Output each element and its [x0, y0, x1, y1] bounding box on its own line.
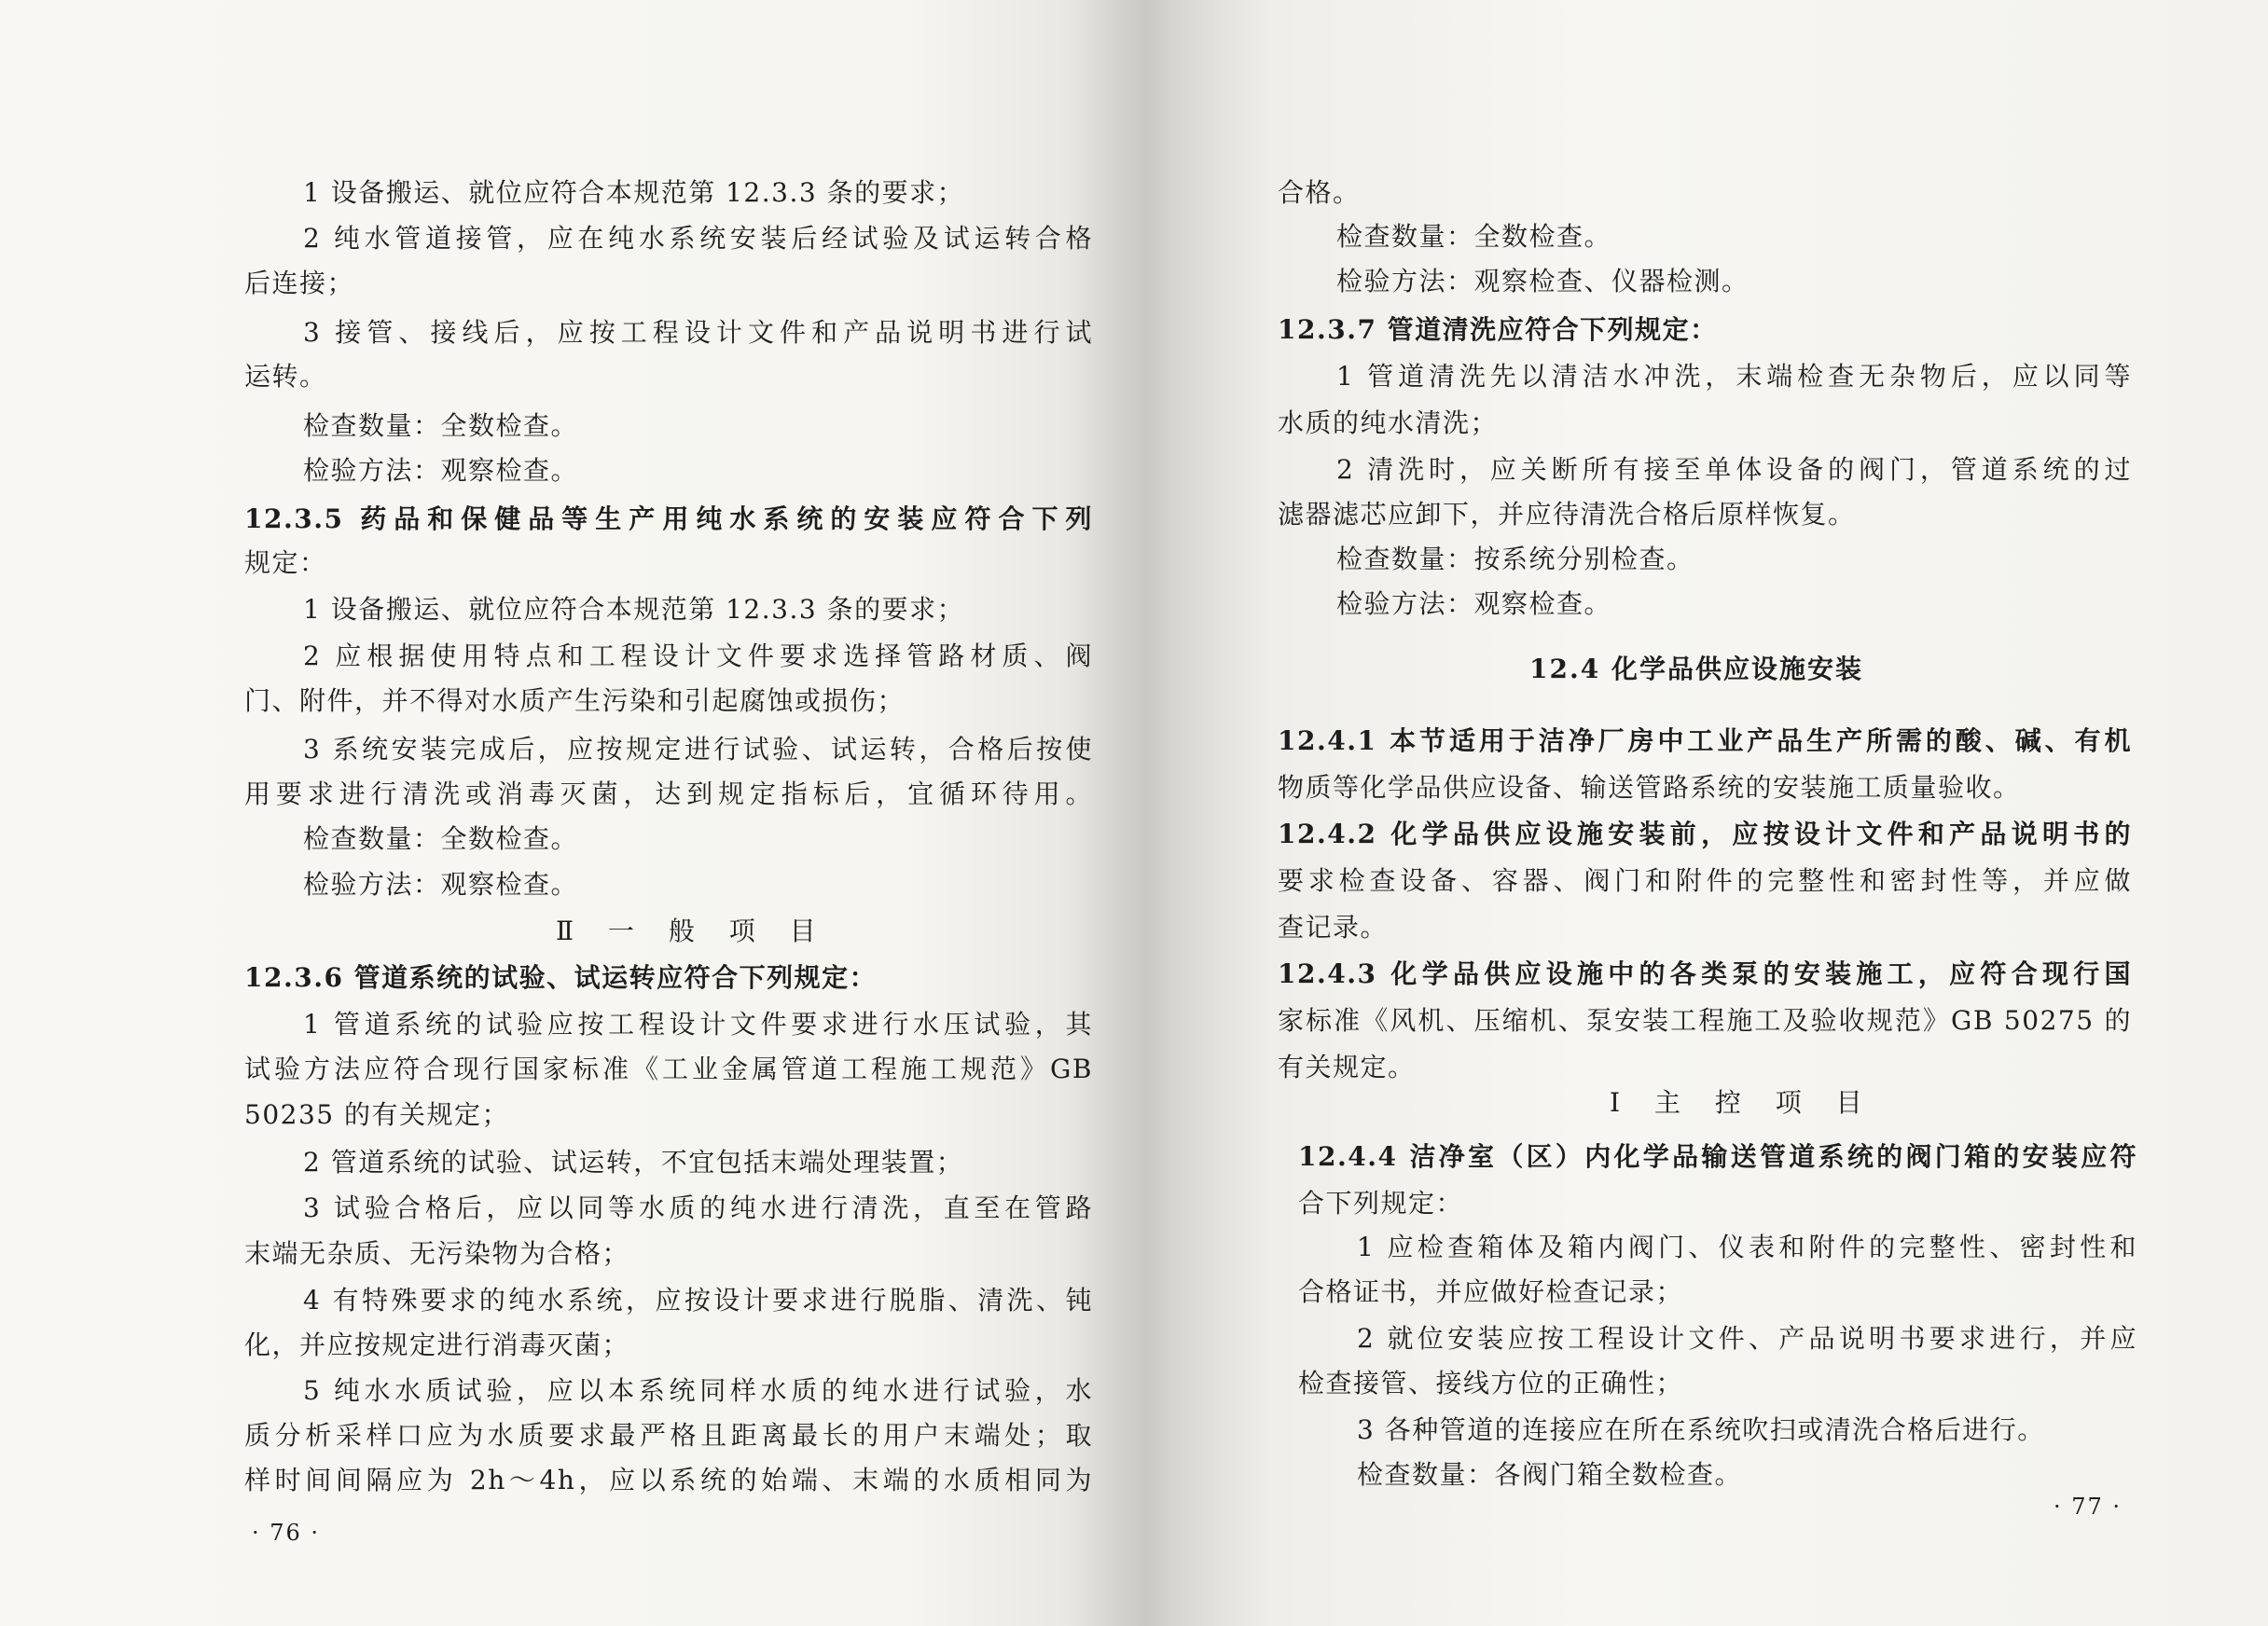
- text-line: 末端无杂质、无污染物为合格；: [244, 1238, 630, 1269]
- text-line: 3 各种管道的连接应在所在系统吹扫或清洗合格后进行。: [1357, 1414, 2045, 1445]
- text-line: 要求检查设备、容器、阀门和附件的完整性和密封性等，并应做: [1278, 865, 2132, 896]
- text-line: 查记录。: [1278, 912, 1389, 943]
- text-line: 运转。: [244, 361, 327, 392]
- text-line: 有关规定。: [1278, 1052, 1416, 1082]
- text-line: 家标准《风机、压缩机、泵安装工程施工及验收规范》GB 50275 的: [1278, 1005, 2132, 1036]
- text-line: 检查数量：按系统分别检查。: [1336, 544, 1694, 574]
- text-line: 化，并应按规定进行消毒灭菌；: [244, 1330, 630, 1360]
- text-line: 试验方法应符合现行国家标准《工业金属管道工程施工规范》GB: [244, 1054, 1093, 1084]
- text-line: 3 接管、接线后，应按工程设计文件和产品说明书进行试: [303, 317, 1093, 348]
- text-line: 检验方法：观察检查。: [303, 455, 579, 486]
- text-line: 2 应根据使用特点和工程设计文件要求选择管路材质、阀: [303, 641, 1093, 671]
- section-title-12-4: 12.4 化学品供应设施安装: [1529, 654, 1863, 684]
- text-line: 合格证书，并应做好检查记录；: [1298, 1276, 1684, 1307]
- text-line: 规定：: [244, 547, 327, 578]
- clause-12-4-2: 12.4.2 化学品供应设施安装前，应按设计文件和产品说明书的: [1278, 819, 2132, 849]
- text-line: 合格。: [1278, 177, 1361, 208]
- text-line: 检查数量：全数检查。: [1336, 221, 1612, 252]
- text-line: 5 纯水水质试验，应以本系统同样水质的纯水进行试验，水: [303, 1375, 1093, 1406]
- clause-12-4-4: 12.4.4 洁净室（区）内化学品输送管道系统的阀门箱的安装应符: [1298, 1141, 2137, 1172]
- section-heading-general-items: Ⅱ 一 般 项 目: [556, 916, 829, 946]
- text-line: 1 管道清洗先以清洁水冲洗，末端检查无杂物后，应以同等: [1336, 361, 2132, 392]
- text-line: 检验方法：观察检查、仪器检测。: [1336, 266, 1749, 296]
- right-page: [1212, 0, 2268, 1626]
- text-line: 2 管道系统的试验、试运转，不宜包括末端处理装置；: [303, 1147, 964, 1178]
- page-number: · 77 ·: [2054, 1494, 2123, 1520]
- clause-12-3-7: 12.3.7 管道清洗应符合下列规定：: [1278, 314, 1718, 345]
- text-line: 物质等化学品供应设备、输送管路系统的安装施工质量验收。: [1278, 772, 2021, 803]
- text-line: 用要求进行清洗或消毒灭菌，达到规定指标后，宜循环待用。: [244, 779, 1093, 809]
- text-line: 检查数量：全数检查。: [303, 410, 579, 441]
- text-line: 1 设备搬运、就位应符合本规范第 12.3.3 条的要求；: [303, 594, 965, 625]
- section-heading-main-control-items: Ⅰ 主 控 项 目: [1610, 1087, 1875, 1118]
- text-line: 检查接管、接线方位的正确性；: [1298, 1368, 1684, 1399]
- clause-12-3-5: 12.3.5 药品和保健品等生产用纯水系统的安装应符合下列: [244, 503, 1093, 534]
- text-line: 检查数量：全数检查。: [303, 823, 579, 854]
- text-line: 1 设备搬运、就位应符合本规范第 12.3.3 条的要求；: [303, 177, 965, 208]
- text-line: 检验方法：观察检查。: [1336, 588, 1612, 619]
- text-line: 水质的纯水清洗；: [1278, 407, 1499, 438]
- text-line: 2 清洗时，应关断所有接至单体设备的阀门，管道系统的过: [1336, 454, 2132, 485]
- text-line: 3 试验合格后，应以同等水质的纯水进行清洗，直至在管路: [303, 1192, 1093, 1223]
- text-line: 后连接；: [244, 268, 355, 298]
- clause-12-3-6: 12.3.6 管道系统的试验、试运转应符合下列规定：: [244, 962, 878, 993]
- text-line: 50235 的有关规定；: [244, 1099, 509, 1130]
- text-line: 检验方法：观察检查。: [303, 869, 579, 900]
- page-number: · 76 ·: [252, 1520, 321, 1546]
- clause-12-4-1: 12.4.1 本节适用于洁净厂房中工业产品生产所需的酸、碱、有机: [1278, 725, 2132, 756]
- text-line: 2 纯水管道接管，应在纯水系统安装后经试验及试运转合格: [303, 223, 1093, 254]
- text-line: 质分析采样口应为水质要求最严格且距离最长的用户末端处；取: [244, 1420, 1093, 1451]
- text-line: 滤器滤芯应卸下，并应待清洗合格后原样恢复。: [1278, 499, 1856, 530]
- text-line: 门、附件，并不得对水质产生污染和引起腐蚀或损伤；: [244, 685, 906, 716]
- text-line: 1 管道系统的试验应按工程设计文件要求进行水压试验，其: [303, 1009, 1093, 1040]
- text-line: 合下列规定：: [1298, 1188, 1464, 1219]
- text-line: 1 应检查箱体及箱内阀门、仪表和附件的完整性、密封性和: [1357, 1232, 2137, 1262]
- clause-12-4-3: 12.4.3 化学品供应设施中的各类泵的安装施工，应符合现行国: [1278, 958, 2132, 989]
- text-line: 样时间间隔应为 2h～4h，应以系统的始端、末端的水质相同为: [244, 1465, 1093, 1495]
- text-line: 4 有特殊要求的纯水系统，应按设计要求进行脱脂、清洗、钝: [303, 1285, 1093, 1316]
- text-line: 检查数量：各阀门箱全数检查。: [1357, 1459, 1743, 1490]
- text-line: 3 系统安装完成后，应按规定进行试验、试运转，合格后按使: [303, 734, 1093, 765]
- text-line: 2 就位安装应按工程设计文件、产品说明书要求进行，并应: [1357, 1323, 2137, 1354]
